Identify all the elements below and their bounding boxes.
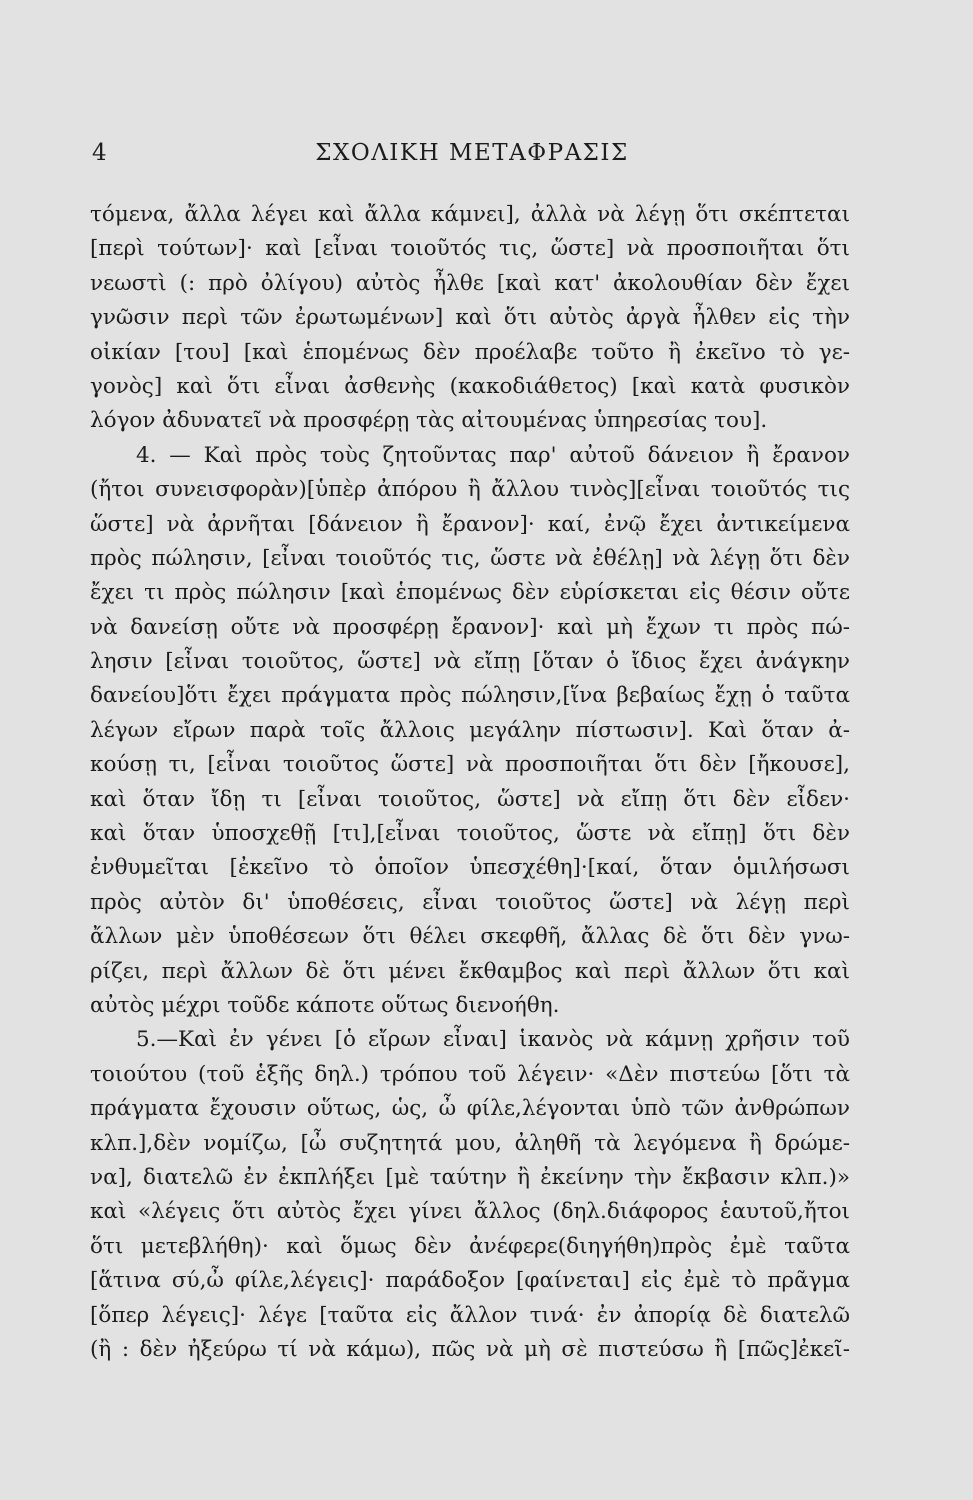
text-line: (ἤτοι συνεισφορὰν)[ὑπὲρ ἀπόρου ἢ ἄλλου τινὸς][εἶναι τοιοῦτός τις	[90, 477, 850, 503]
text-line: κλπ.],δὲν νομίζω, [ὦ συζητητά μου, ἀληθῆ τὰ λεγόμενα ἢ δρώμε-	[90, 1130, 850, 1156]
text-line: (ἢ : δὲν ἠξεύρω τί νὰ κάμω), πῶς νὰ μὴ σὲ πιστεύσω ἢ [πῶς]ἐκεῖ-	[90, 1336, 850, 1362]
text-line: να], διατελῶ ἐν ἐκπλήξει [μὲ ταύτην ἢ ἐκείνην τὴν ἔκβασιν κλπ.)»	[90, 1164, 850, 1190]
text-line: ὥστε] νὰ ἀρνῆται [δάνειον ἢ ἔρανον]· καί, ἐνῷ ἔχει ἀντικείμενα	[90, 511, 850, 537]
text-line: ὅτι μετεβλήθη)· καὶ ὅμως δὲν ἀνέφερε(διηγήθη)πρὸς ἐμὲ ταῦτα	[90, 1233, 850, 1259]
text-line: οἰκίαν [του] [καὶ ἑπομένως δὲν προέλαβε τοῦτο ἢ ἐκεῖνο τὸ γε-	[90, 339, 850, 365]
text-line: ἔχει τι πρὸς πώλησιν [καὶ ἑπομένως δὲν εὑρίσκεται εἰς θέσιν οὔτε	[90, 580, 850, 606]
text-line: αὐτὸς μέχρι τοῦδε κάποτε οὕτως διενοήθη.	[90, 992, 560, 1018]
text-line: καὶ ὅταν ὑποσχεθῇ [τι],[εἶναι τοιοῦτος, ὥστε νὰ εἴπῃ] ὅτι δὲν	[90, 821, 850, 847]
text-line: [περὶ τούτων]· καὶ [εἶναι τοιοῦτός τις, ὥστε] νὰ προσποιῆται ὅτι	[90, 236, 850, 262]
text-line: 5.—Καὶ ἐν γένει [ὁ εἴρων εἶναι] ἱκανὸς νὰ κάμνῃ χρῆσιν τοῦ	[136, 1027, 850, 1053]
text-line: νὰ δανείσῃ οὔτε νὰ προσφέρῃ ἔρανον]· καὶ μὴ ἔχων τι πρὸς πώ-	[90, 614, 850, 640]
text-line: κούσῃ τι, [εἶναι τοιοῦτος ὥστε] νὰ προσποιῆται ὅτι δὲν [ἤκουσε],	[90, 752, 850, 778]
text-line: πράγματα ἔχουσιν οὕτως, ὡς, ὦ φίλε,λέγονται ὑπὸ τῶν ἀνθρώπων	[90, 1096, 850, 1122]
text-line: ἐνθυμεῖται [ἐκεῖνο τὸ ὁποῖον ὑπεσχέθη]·[καί, ὅταν ὁμιλήσωσι	[90, 855, 850, 881]
text-line: ρίζει, περὶ ἄλλων δὲ ὅτι μένει ἔκθαμβος καὶ περὶ ἄλλων ὅτι καὶ	[90, 958, 850, 984]
page-number: 4	[92, 140, 107, 166]
text-line: [ὅπερ λέγεις]· λέγε [ταῦτα εἰς ἄλλον τινά· ἐν ἀπορίᾳ δὲ διατελῶ	[90, 1302, 850, 1328]
page-header	[92, 140, 852, 174]
body-text	[90, 198, 850, 1367]
text-line: νεωστὶ (: πρὸ ὀλίγου) αὐτὸς ἦλθε [καὶ κατ' ἀκολουθίαν δὲν ἔχει	[90, 270, 850, 296]
text-line: καὶ «λέγεις ὅτι αὐτὸς ἔχει γίνει ἄλλος (δηλ.διάφορος ἑαυτοῦ,ἤτοι	[90, 1199, 850, 1225]
text-line: τόμενα, ἄλλα λέγει καὶ ἄλλα κάμνει], ἀλλὰ νὰ λέγῃ ὅτι σκέπτεται	[90, 202, 850, 227]
text-line: ἄλλων μὲν ὑποθέσεων ὅτι θέλει σκεφθῆ, ἄλλας δὲ ὅτι δὲν γνω-	[90, 924, 850, 950]
text-line: λόγον ἀδυνατεῖ νὰ προσφέρῃ τὰς αἰτουμένας ὑπηρεσίας του].	[90, 408, 768, 434]
text-line: [ἅτινα σύ,ὦ φίλε,λέγεις]· παράδοξον [φαίνεται] εἰς ἐμὲ τὸ πρᾶγμα	[90, 1268, 850, 1294]
running-title: ΣΧΟΛΙΚΗ ΜΕΤΑΦΡΑΣΙΣ	[315, 140, 629, 166]
text-line: λησιν [εἶναι τοιοῦτος, ὥστε] νὰ εἴπῃ [ὅταν ὁ ἴδιος ἔχει ἀνάγκην	[90, 649, 850, 675]
text-line: καὶ ὅταν ἴδῃ τι [εἶναι τοιοῦτος, ὥστε] νὰ εἴπῃ ὅτι δὲν εἶδεν·	[90, 786, 850, 812]
text-line: δανείου]ὅτι ἔχει πράγματα πρὸς πώλησιν,[ἵνα βεβαίως ἔχῃ ὁ ταῦτα	[90, 683, 850, 709]
text-line: γνῶσιν περὶ τῶν ἐρωτωμένων] καὶ ὅτι αὐτὸς ἀργὰ ἦλθεν εἰς τὴν	[90, 305, 850, 331]
text-line: πρὸς αὐτὸν δι' ὑποθέσεις, εἶναι τοιοῦτος ὥστε] νὰ λέγῃ περὶ	[90, 889, 850, 915]
text-line: 4. — Καὶ πρὸς τοὺς ζητοῦντας παρ' αὐτοῦ δάνειον ἢ ἔρανον	[136, 442, 850, 468]
text-line: τοιούτου (τοῦ ἑξῆς δηλ.) τρόπου τοῦ λέγειν· «Δὲν πιστεύω [ὅτι τὰ	[90, 1061, 850, 1087]
text-line: πρὸς πώλησιν, [εἶναι τοιοῦτός τις, ὥστε νὰ ἐθέλῃ] νὰ λέγῃ ὅτι δὲν	[90, 545, 850, 571]
text-line: γονὸς] καὶ ὅτι εἶναι ἀσθενὴς (κακοδιάθετος) [καὶ κατὰ φυσικὸν	[90, 373, 850, 399]
text-line: λέγων εἴρων παρὰ τοῖς ἄλλοις μεγάλην πίστωσιν]. Καὶ ὅταν ἀ-	[90, 717, 850, 743]
